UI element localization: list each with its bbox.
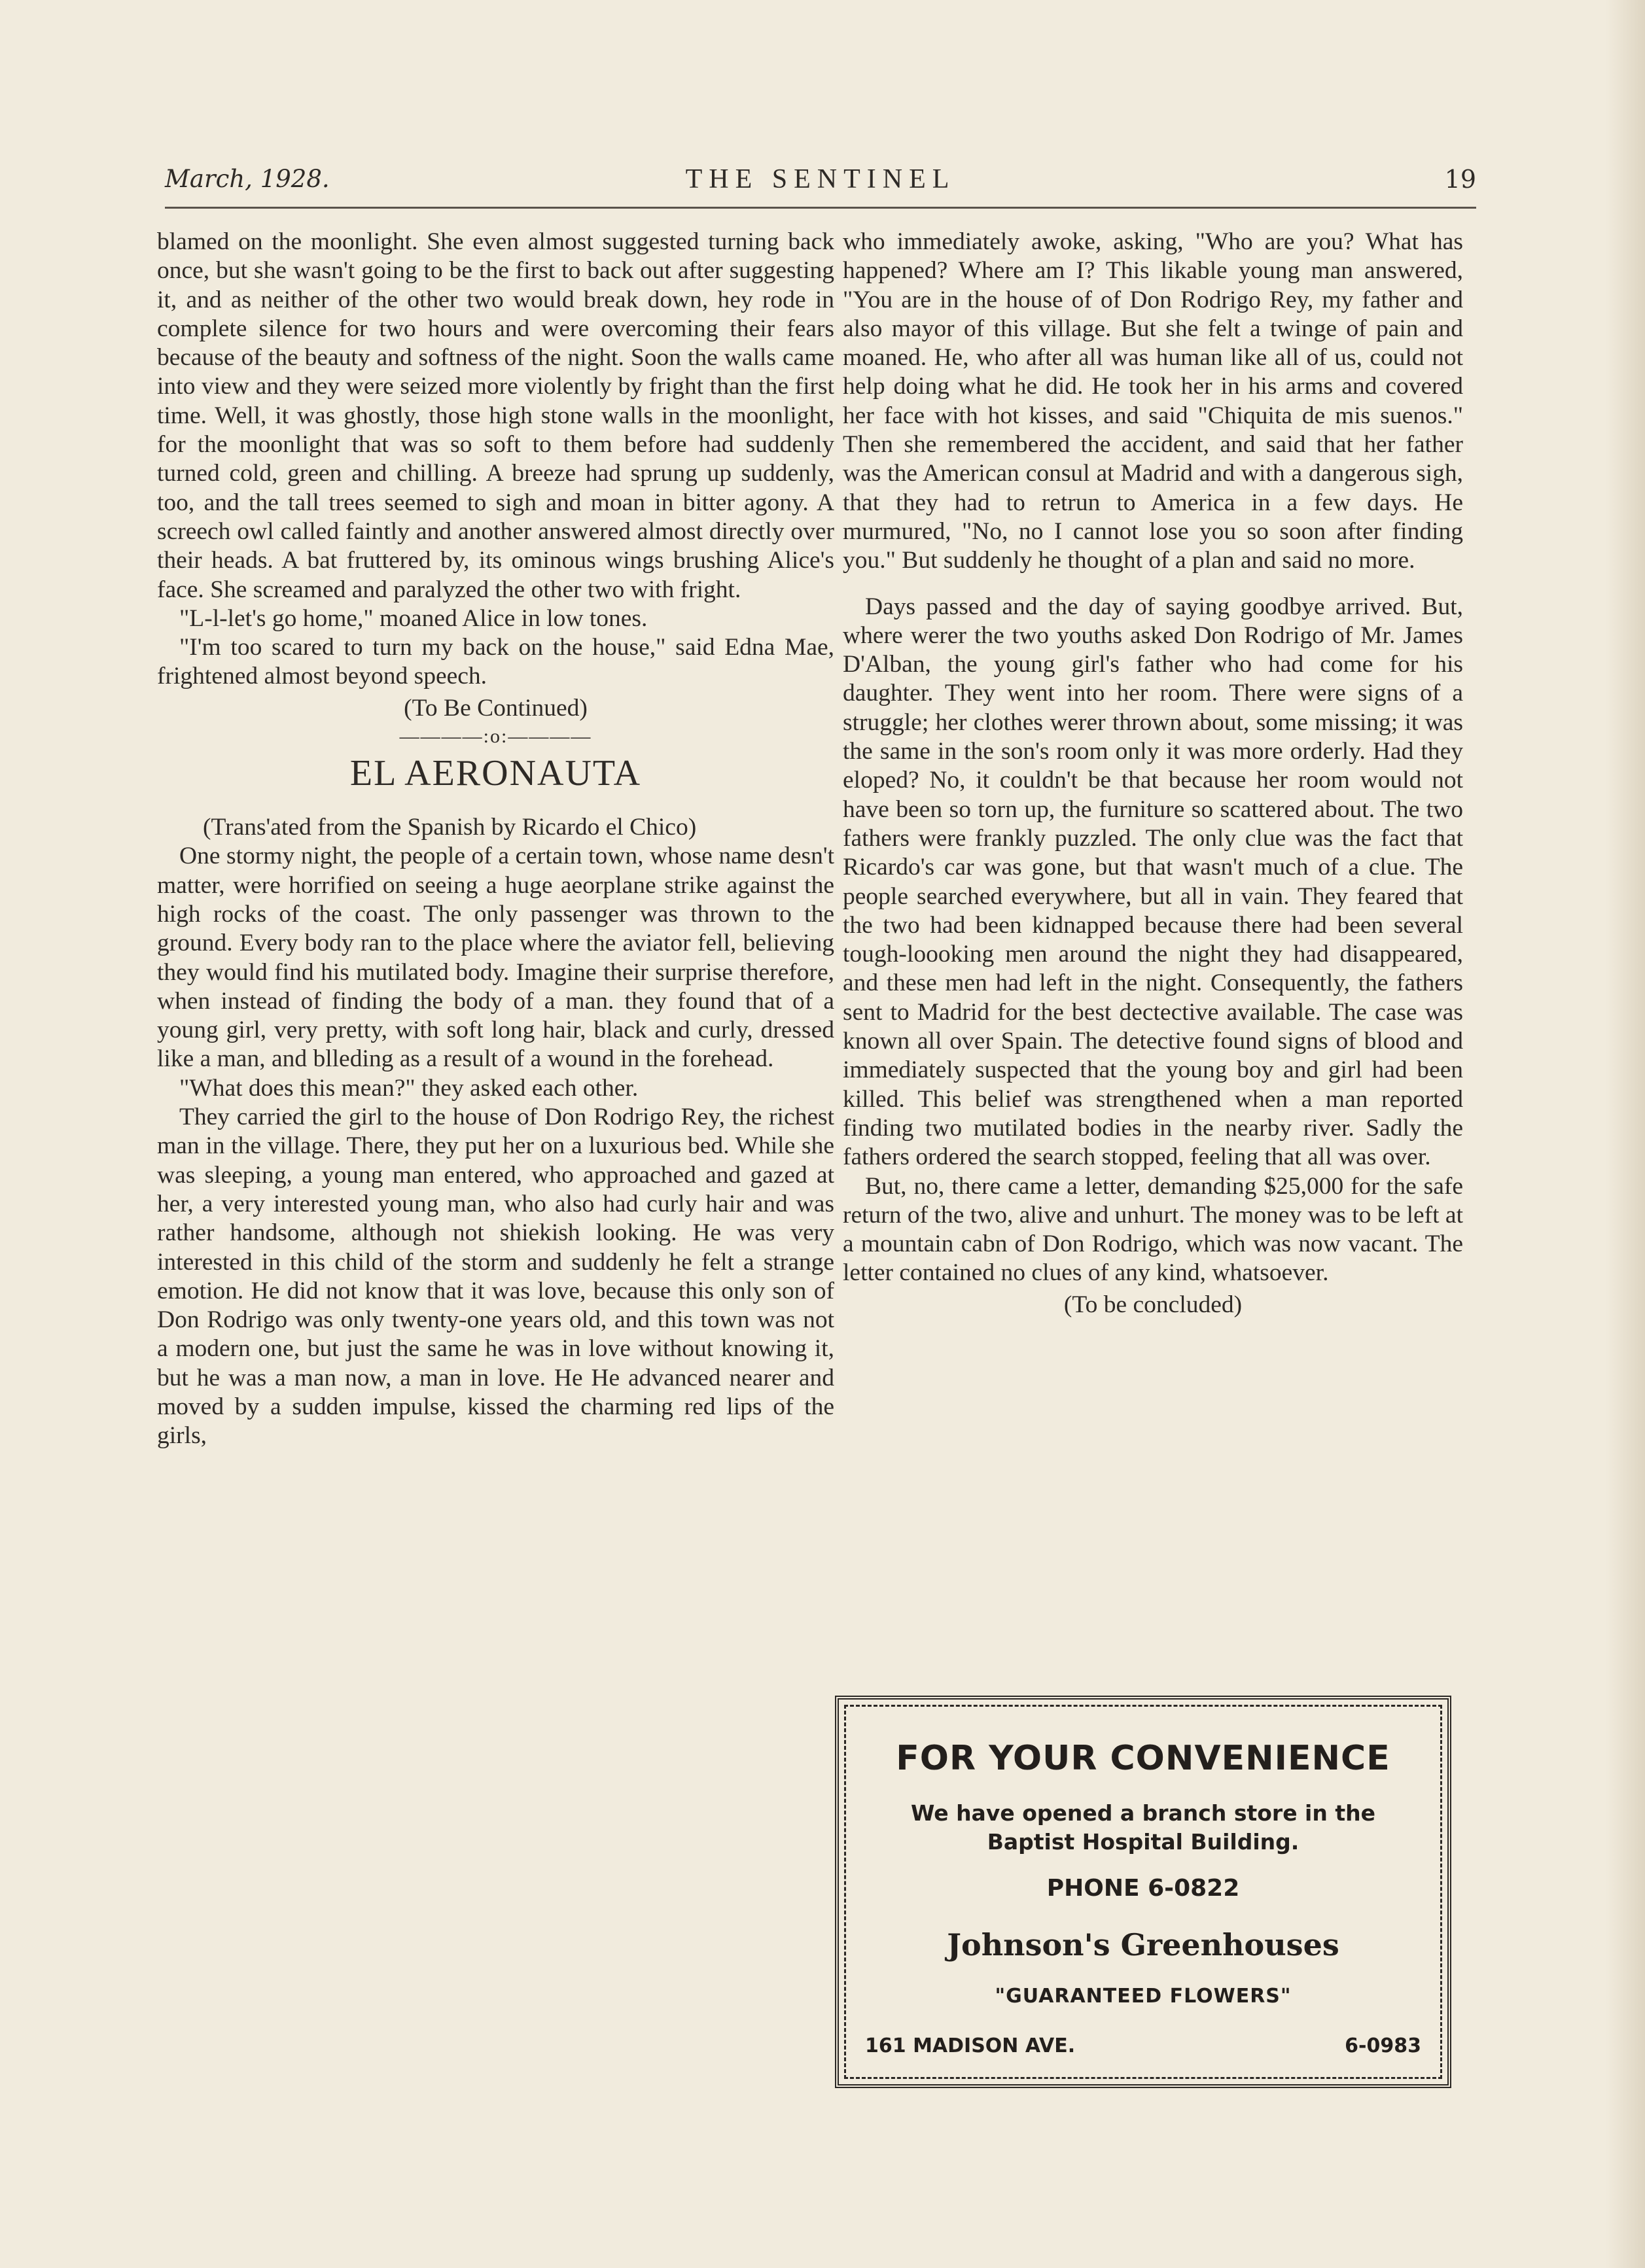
page-header <box>165 164 1476 209</box>
issue-date: March, 1928. <box>165 165 330 193</box>
ad-headline: FOR YOUR CONVENIENCE <box>896 1739 1390 1778</box>
story-paragraph: "I'm too scared to turn my back on the house," said Edna Mae, frightened almost beyond speech. <box>157 634 834 690</box>
page-number: 19 <box>1444 165 1476 194</box>
ad-address: 161 MADISON AVE. <box>865 2034 1076 2057</box>
story-paragraph: "What does this mean?" they asked each other. <box>179 1074 639 1102</box>
article-title: EL AERONAUTA <box>349 753 642 794</box>
story-paragraph: They carried the girl to the house of Don Rodrigo Rey, the richest man in the village. There, they put her on a luxurious bed. While she was sleeping, a young man entered, who approached and gazed at her, a very interested young man, who also had curly hair and was rather handsome, although not shiekish looking. He was very interested in this child of the storm and suddenly he felt a strange emotion. He did not know that it was love, because this only son of Don Rodrigo was only twenty-one years old, and this town was not a modern one, but just the same he was in love without knowing it, but he was a man now, a man in love. He He advanced nearer and moved by a sudden impulse, kissed the charming red lips of the girls, <box>157 1104 834 1450</box>
page-edge-shadow <box>1606 0 1645 2268</box>
story-paragraph: One stormy night, the people of a certain town, whose name desn't matter, were horrified on seeing a huge aeorplane strike against the high rocks of the coast. The only passenger was thrown to the ground. Every body ran to the place where the aviator fell, believing they would find his mutilated body. Imagine their surprise therefore, when instead of finding the body of a man. they found that of a young girl, very pretty, with soft long hair, black and curly, dressed like a man, and blleding as a result of a wound in the forehead. <box>157 843 834 1073</box>
ad-tagline: "GUARANTEED FLOWERS" <box>995 1985 1292 2008</box>
story-paragraph: Days passed and the day of saying goodbye arrived. But, where werer the two youths asked Don Rodrigo of Mr. James D'Alban, the young girl's father who had come for his daughter. They went into her room. There were signs of a struggle; her clothes werer thrown about, some missing; it was the same in the son's room only it was more orderly. Had they eloped? No, it couldn't be that because her room would not have been so torn up, the furniture so scattered about. The two fathers were frankly puzzled. The only clue was the fact that Ricardo's car was gone, but that wasn't much of a clue. The people searched everywhere, but all in vain. They feared that the two had been kidnapped because there had been several tough-loooking men around the night they had disappeared, and these men had left in the night. Consequently, the fathers sent to Madrid for the best dectective available. The case was known all over Spain. The detective found signs of blood and immediately suspected that the young boy and girl had been killed. This belief was strengthened when a man reported finding two mutilated bodies in the nearby river. Sadly the fathers ordered the search stopped, feeling that all was over. <box>843 593 1463 1171</box>
ad-phone: PHONE 6-0822 <box>1046 1875 1240 1902</box>
greenhouse-advertisement <box>835 1696 1451 2088</box>
story-paragraph: blamed on the moonlight. She even almost suggested turning back once, but she wasn't going to be the first to back out after suggesting it, and as neither of the other two would break down, hey rode in complete silence for two hours and were overcoming their fears because of the beauty and softness of the night. Soon the walls came into view and they were seized more violently by fright than the first time. Well, it was ghostly, those high stone walls in the moonlight, for the moonlight that was so soft to them before had suddenly turned cold, green and chilling. A breeze had sprung up suddenly, too, and the tall trees seemed to sigh and moan in bitter agony. A screech owl called faintly and another answered almost directly over their heads. A bat fruttered by, its ominous wings brushing Alice's face. She screamed and paralyzed the other two with fright. <box>157 228 834 603</box>
continued-note: (To Be Continued) <box>404 694 588 722</box>
left-column <box>157 228 834 1451</box>
concluded-note: (To be concluded) <box>1063 1291 1243 1318</box>
story-paragraph: But, no, there came a letter, demanding $25,000 for the safe return of the two, alive and unhurt. The money was to be left at a mountain cabn of Don Rodrigo, which was now vacant. The letter contained no clues of any kind, whatsoever. <box>843 1172 1463 1287</box>
story-paragraph: "L-l-let's go home," moaned Alice in low tones. <box>179 604 648 632</box>
article-byline: (Trans'ated from the Spanish by Ricardo el Chico) <box>203 814 697 841</box>
ad-phone-alt: 6-0983 <box>1345 2034 1421 2057</box>
publication-title: THE SENTINEL <box>685 164 956 194</box>
story-paragraph: who immediately awoke, asking, "Who are you? What has happened? Where am I? This likable young man answered, "You are in the house of of Don Rodrigo Rey, my father and also mayor of this village. But she felt a twinge of pain and moaned. He, who after all was human like all of us, could not help doing what he did. He took her in his arms and covered her face with hot kisses, and said "Chiquita de mis suenos." Then she remembered the accident, and said that her father was the American consul at Madrid and with a dangerous sigh, that they had to retrun to America in a few days. He murmured, "No, no I cannot lose you so soon after finding you." But suddenly he thought of a plan and said no more. <box>843 228 1463 574</box>
ad-business-name: Johnson's Greenhouses <box>947 1927 1339 1963</box>
ad-subline: We have opened a branch store in the Baptist Hospital Building. <box>910 1800 1376 1855</box>
right-column <box>843 228 1463 1319</box>
section-separator: ————:o:———— <box>399 725 592 748</box>
